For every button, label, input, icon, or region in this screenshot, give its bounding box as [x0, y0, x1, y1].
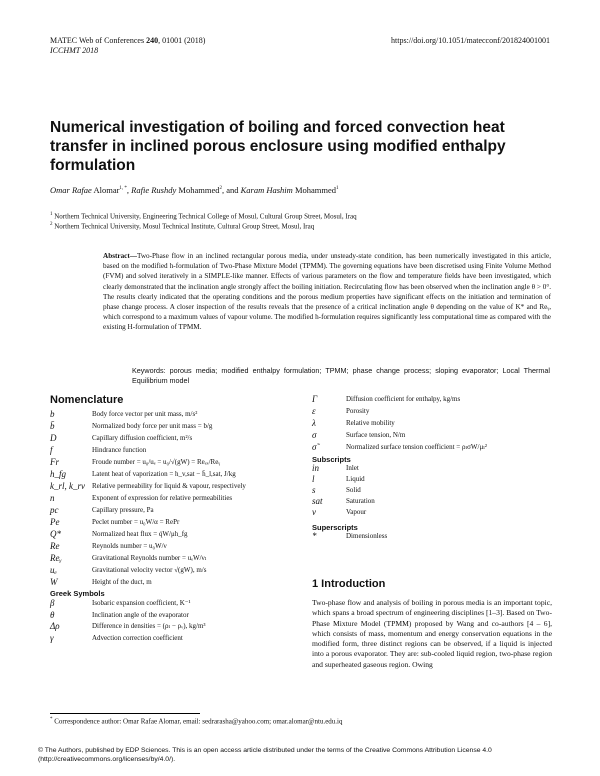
nomenclature-symbol: σ̃ [312, 442, 317, 452]
nomenclature-symbol: λ [312, 418, 316, 428]
nomenclature-description: Solid [346, 486, 361, 494]
nomenclature-symbol: b̄ [50, 421, 55, 431]
affiliation-text: Northern Technical University, Engineering Technical College of Mosul, Cultural Group Street, Mosul, Iraq [52, 212, 357, 221]
nomenclature-description: Diffusion coefficient for enthalpy, kg/ms [346, 395, 461, 403]
abstract-text: Two-Phase flow in an inclined rectangular porous media, under unsteady-state condition, has been numerically investigated in this article, based on the modified h-formulation of Two-Phase Mixture Model (TPMM). The governing equations have been discretised using Finite Volume Method (FVM) and solved iteratively in a SIMPLE-like manner. Effects of various parameters on the flow and temperature fields have been investigated, which clearly demonstrated that the inclination angle strongly affect the boiling initiation. Recirculating flow has been observed when the inclination angle θ > 0°. The results clearly indicated that the operating conditions and the porous medium properties have significant effects on the initiation and termination of phase change process. A closer inspection of the results reveals that the presence of a critical inclination angle θ depending on the value of K* and Reᵧ, which correspond to a maximum values of vapour volume. The modified h-formulation requires significantly less computational time as compared with the existing H-formulation of TPMM. [103, 252, 551, 332]
nomenclature-symbol: uₑ [50, 565, 57, 575]
nomenclature-symbol: ε [312, 406, 316, 416]
nomenclature-description: Isobaric expansion coefficient, K⁻¹ [92, 599, 191, 607]
nomenclature-description: Froude number = u₀/uₑ = u₀/√(gW) = Reₑₓ/Reᵧ [92, 458, 221, 466]
nomenclature-description: Capillary diffusion coefficient, m²/s [92, 434, 193, 442]
nomenclature-description: Capillary pressure, Pa [92, 506, 154, 514]
nomenclature-symbol: Q* [50, 529, 61, 539]
conference-name: ICCHMT 2018 [50, 46, 99, 55]
nomenclature-symbol: σ [312, 430, 317, 440]
nomenclature-symbol: n [50, 493, 55, 503]
nomenclature-right-column [312, 393, 552, 593]
license-notice: © The Authors, published by EDP Sciences. This is an open access article distributed under the terms of the Creative Commons Attribution License 4.0 (http://creativecommons.org/licenses/by/4.0/). [38, 747, 492, 763]
nomenclature-description: Saturation [346, 497, 375, 505]
nomenclature-description: Height of the duct, m [92, 578, 152, 586]
affiliation-sup: 2 [50, 222, 53, 227]
author-2-given: Rafie Rushdy [131, 185, 177, 195]
nomenclature-symbol: pc [50, 505, 59, 515]
author-list [50, 185, 550, 195]
footnote-sup: * [50, 717, 53, 722]
nomenclature-symbol: Γ [312, 394, 318, 404]
nomenclature-description: Relative mobility [346, 419, 395, 427]
nomenclature-symbol: Fr [50, 457, 59, 467]
nomenclature-symbol: v [312, 507, 316, 517]
nomenclature-symbol: D [50, 433, 57, 443]
footnote-text: Correspondence author: Omar Rafae Alomar, email: sedrarasha@yahoo.com; omar.alomar@ntu.edu.iq [52, 717, 343, 726]
nomenclature-description: Normalized heat flux = q̇W/μh_fg [92, 530, 188, 538]
footnote-rule [50, 713, 200, 714]
nomenclature-symbol: γ [50, 632, 54, 643]
nomenclature-symbol: b [50, 409, 55, 419]
nomenclature-symbol: θ [50, 609, 55, 620]
nomenclature-description: Relative permeability for liquid & vapour, respectively [92, 482, 246, 490]
abstract-label: Abstract— [103, 252, 137, 260]
running-header-left [50, 36, 205, 56]
nomenclature-description: Inlet [346, 464, 359, 472]
nomenclature-symbol: s [312, 485, 316, 495]
affiliation-2 [50, 220, 550, 231]
author-3-family: Mohammed [292, 185, 337, 195]
nomenclature-description: Body force vector per unit mass, m/s² [92, 410, 198, 418]
nomenclature-symbol: Pe [50, 517, 60, 527]
nomenclature-description: Exponent of expression for relative permeabilities [92, 494, 233, 502]
nomenclature-symbol: k_rl, k_rv [50, 481, 85, 491]
nomenclature-symbol: h_fg [50, 469, 67, 479]
affiliation-sup: 1 [50, 212, 53, 217]
paper-title: Numerical investigation of boiling and forced convection heat transfer in inclined porous enclosure using modified enthalpy formulation [50, 119, 506, 174]
nomenclature-description: Normalized surface tension coefficient = ρₗσW/μₗ² [346, 443, 488, 451]
nomenclature-symbol: Δρ [50, 621, 60, 631]
nomenclature-description: Hindrance function [92, 446, 147, 454]
keywords-label: Keywords: [132, 366, 166, 375]
nomenclature-heading: Nomenclature [50, 394, 124, 406]
nomenclature-description: Advection correction coefficient [92, 633, 183, 642]
nomenclature-description: Porosity [346, 407, 370, 415]
nomenclature-symbol: Re [50, 541, 60, 551]
nomenclature-description: Difference in densities = (ρₗ − ρᵥ), kg/m³ [92, 622, 206, 630]
author-1-given: Omar Rafae [50, 185, 92, 195]
author-3-given: Karam Hashim [240, 185, 293, 195]
nomenclature-description: Vapour [346, 508, 367, 516]
nomenclature-symbol: Reᵧ [50, 553, 62, 563]
journal-name: MATEC Web of Conferences [50, 36, 145, 45]
author-1-family: Alomar [91, 185, 120, 195]
nomenclature-description: Reynolds number = u₀W/ν [92, 542, 167, 550]
author-1-sup: 1, * [119, 186, 127, 192]
nomenclature-symbol: sat [312, 496, 323, 506]
nomenclature-left-column [50, 394, 302, 734]
author-3-sup: 1 [336, 186, 339, 192]
nomenclature-symbol: l [312, 474, 315, 484]
author-2-sup: 2 [219, 186, 222, 192]
nomenclature-symbol: * [312, 531, 317, 541]
nomenclature-symbol: f [50, 445, 53, 455]
keywords-text: porous media; modified enthalpy formulation; TPMM; phase change process; sloping evaporator; Local Thermal Equilibrium model [132, 366, 550, 385]
subscripts-heading: Subscripts [312, 455, 351, 464]
author-sep: , [126, 185, 132, 195]
article-number: , 01001 (2018) [158, 36, 206, 45]
journal-volume: 240 [146, 36, 159, 45]
introduction-heading: 1 Introduction [312, 578, 386, 590]
keywords [132, 366, 550, 386]
abstract [103, 251, 551, 333]
greek-heading: Greek Symbols [50, 589, 105, 598]
nomenclature-symbol: W [50, 577, 58, 587]
doi-link[interactable]: https://doi.org/10.1051/matecconf/201824001001 [391, 36, 550, 45]
superscripts-heading: Superscripts [312, 523, 358, 532]
nomenclature-symbol: in [312, 463, 320, 473]
nomenclature-description: Normalized body force per unit mass = b/g [92, 422, 213, 430]
nomenclature-description: Gravitational Reynolds number = uₑW/νₗ [92, 554, 207, 562]
nomenclature-symbol: β [50, 598, 55, 608]
author-2-family: Mohammed [176, 185, 220, 195]
footnote [50, 717, 550, 725]
nomenclature-description: Inclination angle of the evaporator [92, 610, 189, 619]
nomenclature-description: Liquid [346, 475, 365, 483]
author-sep: , and [221, 185, 241, 195]
introduction-text: Two-phase flow and analysis of boiling in porous media is an important topic, which spans a broad spectrum of engineering disciplines [1–3]. Based on Two-Phase Mixture Model (TPMM) proposed by Wang and co-authors [4 – 6], which consists of mass, momentum and energy conservation equations in the modified form, three distinct regions can be observed, if a liquid is injected into a porous evaporator. They are: sub-cooled liquid region, two-phase region and superheated gaseous region. Owing [312, 598, 552, 669]
nomenclature-description: Peclet number = u₀W/α = RePr [92, 518, 180, 526]
nomenclature-description: Gravitational velocity vector √(gW), m/s [92, 566, 207, 574]
affiliation-text: Northern Technical University, Mosul Technical Institute, Cultural Group Street, Mosul, Iraq [52, 222, 315, 231]
nomenclature-description: Dimensionless [346, 532, 388, 540]
nomenclature-description: Surface tension, N/m [346, 431, 406, 439]
nomenclature-description: Latent heat of vaporization = h_v,sat − h̄_l,sat, J/kg [92, 470, 236, 478]
